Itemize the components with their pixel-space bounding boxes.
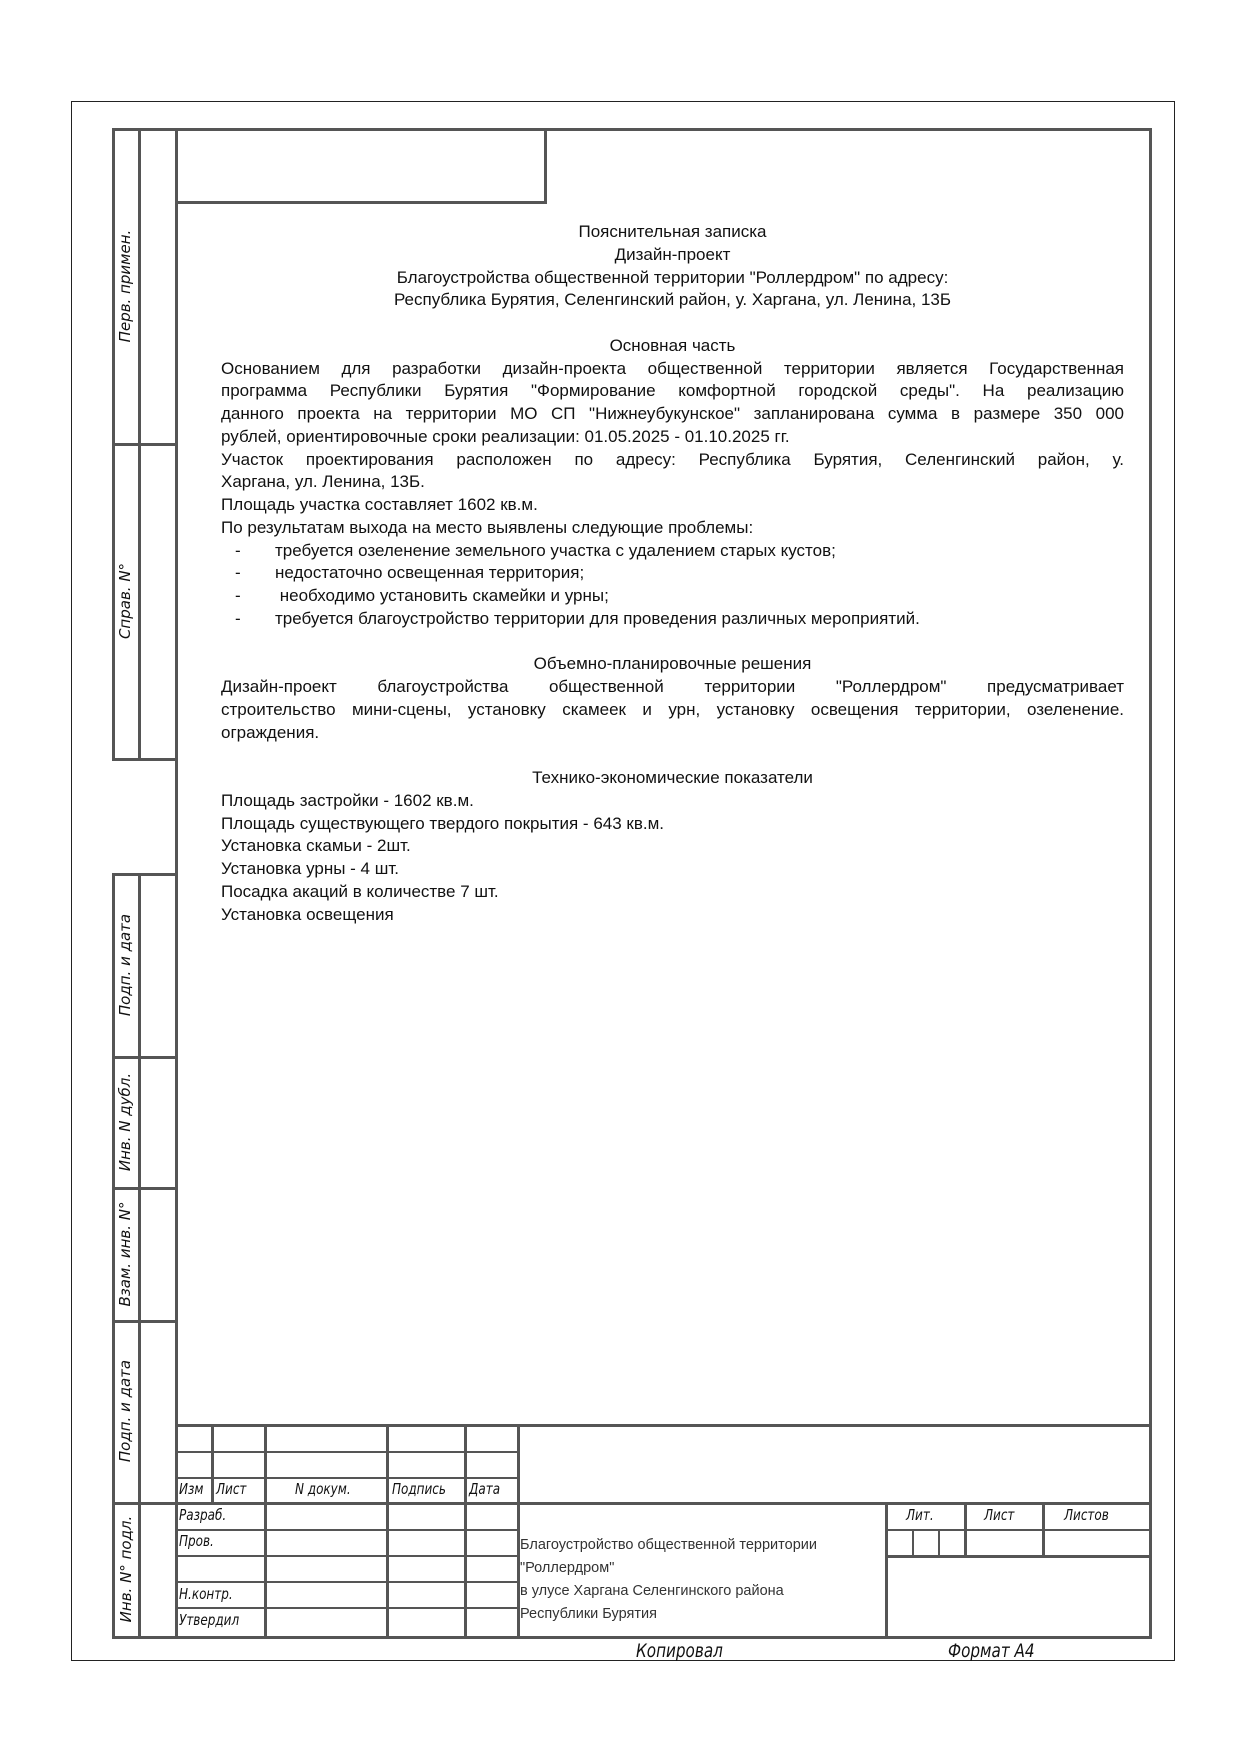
top-box-line — [544, 128, 547, 204]
list-item — [221, 585, 1124, 608]
text-line: рублей, ориентировочные сроки реализации: 01.05.2025 - 01.10.2025 гг. — [221, 426, 790, 446]
role-razrab: Разраб. — [179, 1506, 227, 1524]
col-header-izm: Изм — [179, 1480, 204, 1498]
list-item — [221, 540, 1124, 563]
col-header-list: Лист — [216, 1480, 247, 1498]
indicator-item: Площадь существующего твердого покрытия - 643 кв.м. — [221, 813, 665, 833]
role-prov: Пров. — [179, 1532, 214, 1550]
side-label-inv-dubl: Инв. N дубл. — [116, 1072, 134, 1172]
col-header-ndokum: N докум. — [295, 1480, 351, 1498]
stage-header-list: Лист — [984, 1506, 1015, 1524]
footer-format: Формат А4 — [948, 1640, 1035, 1662]
description-line: "Роллердром" — [520, 1560, 615, 1576]
list-item-text: необходимо установить скамейки и урны; — [275, 586, 609, 605]
text-line: Основанием для разработки дизайн-проекта общественной территории является Государственная — [221, 358, 1124, 378]
title-block-description — [520, 1534, 817, 1626]
bullet-dash: - — [235, 563, 241, 583]
bullet-dash: - — [235, 586, 241, 605]
document-body — [221, 221, 1124, 926]
indicator-item: Установка освещения — [221, 904, 394, 924]
text-line: ограждения. — [221, 722, 320, 742]
strip-line — [112, 873, 176, 876]
indicator-item: Посадка акаций в количестве 7 шт. — [221, 881, 499, 901]
doc-title: Пояснительная записка — [578, 222, 767, 241]
side-label-inv-podl: Инв. N° подл. — [117, 1515, 135, 1623]
side-label-perv-primen: Перв. примен. — [116, 229, 134, 343]
text-line: Дизайн-проект благоустройства общественной территории "Роллердром" предусматривает — [221, 677, 1124, 696]
side-label-sprav: Справ. N° — [116, 562, 134, 640]
side-label-podp-data: Подп. и дата — [116, 913, 134, 1017]
frame-bottom — [112, 1636, 1152, 1639]
strip-line — [112, 758, 176, 761]
role-nkontr: Н.контр. — [179, 1585, 233, 1603]
text-line: программа Республики Бурятия "Формирование комфортной городской среды". На реализацию — [221, 381, 1124, 401]
frame-top — [112, 128, 1152, 131]
text-line: данного проекта на территории МО СП "Нижнеубукунское" запланирована сумма в размере 350 000 — [221, 404, 1124, 423]
description-line: Благоустройство общественной территории — [520, 1537, 817, 1553]
section-heading-indicators: Технико-экономические показатели — [532, 768, 813, 787]
text-line: Площадь участка составляет 1602 кв.м. — [221, 495, 538, 514]
text-line: По результатам выхода на место выявлены следующие проблемы: — [221, 517, 754, 537]
list-item-text: требуется озеленение земельного участка с удалением старых кустов; — [275, 540, 836, 560]
section-heading-main: Основная часть — [609, 335, 736, 355]
list-item — [221, 562, 1124, 585]
description-line: Республики Бурятия — [520, 1606, 657, 1622]
doc-address: Республика Бурятия, Селенгинский район, у. Харгана, ул. Ленина, 13Б — [393, 290, 952, 310]
text-line: Участок проектирования расположен по адресу: Республика Бурятия, Селенгинский район, у. — [221, 449, 1124, 469]
top-box-line — [175, 201, 547, 204]
description-line: в улусе Харгана Селенгинского района — [520, 1583, 784, 1599]
doc-subtitle: Дизайн-проект — [614, 244, 731, 264]
strip-line — [112, 1056, 176, 1059]
section-heading-planning: Объемно-планировочные решения — [533, 654, 812, 674]
strip-line — [112, 443, 176, 446]
role-utverdil: Утвердил — [179, 1611, 240, 1629]
bullet-dash: - — [235, 540, 241, 560]
list-item — [221, 608, 1124, 631]
text-line: строительство мини-сцены, установку скамеек и урн, установку освещения территории, озеленение. — [221, 699, 1124, 719]
side-label-vzam-inv: Взам. инв. N° — [116, 1201, 134, 1307]
strip-line — [112, 1502, 176, 1505]
col-header-data: Дата — [469, 1480, 501, 1498]
stage-header-lit: Лит. — [906, 1506, 934, 1524]
side-label-podp-data-2: Подп. и дата — [116, 1359, 134, 1463]
list-item-text: требуется благоустройство территории для проведения различных мероприятий. — [275, 608, 920, 628]
list-item-text: недостаточно освещенная территория; — [275, 563, 585, 583]
indicator-item: Установка скамьи - 2шт. — [221, 836, 411, 856]
col-header-podpis: Подпись — [392, 1480, 446, 1498]
doc-subject: Благоустройства общественной территории "Роллердром" по адресу: — [396, 267, 949, 287]
frame-left — [175, 128, 178, 1639]
footer-copied: Копировал — [636, 1640, 723, 1662]
frame-right — [1149, 128, 1152, 1639]
text-line: Харгана, ул. Ленина, 13Б. — [221, 472, 425, 492]
bullet-dash: - — [235, 608, 241, 628]
stage-header-listov: Листов — [1064, 1506, 1109, 1524]
strip-line — [112, 1320, 176, 1323]
indicator-item: Установка урны - 4 шт. — [221, 859, 399, 878]
indicator-item: Площадь застройки - 1602 кв.м. — [221, 790, 474, 810]
